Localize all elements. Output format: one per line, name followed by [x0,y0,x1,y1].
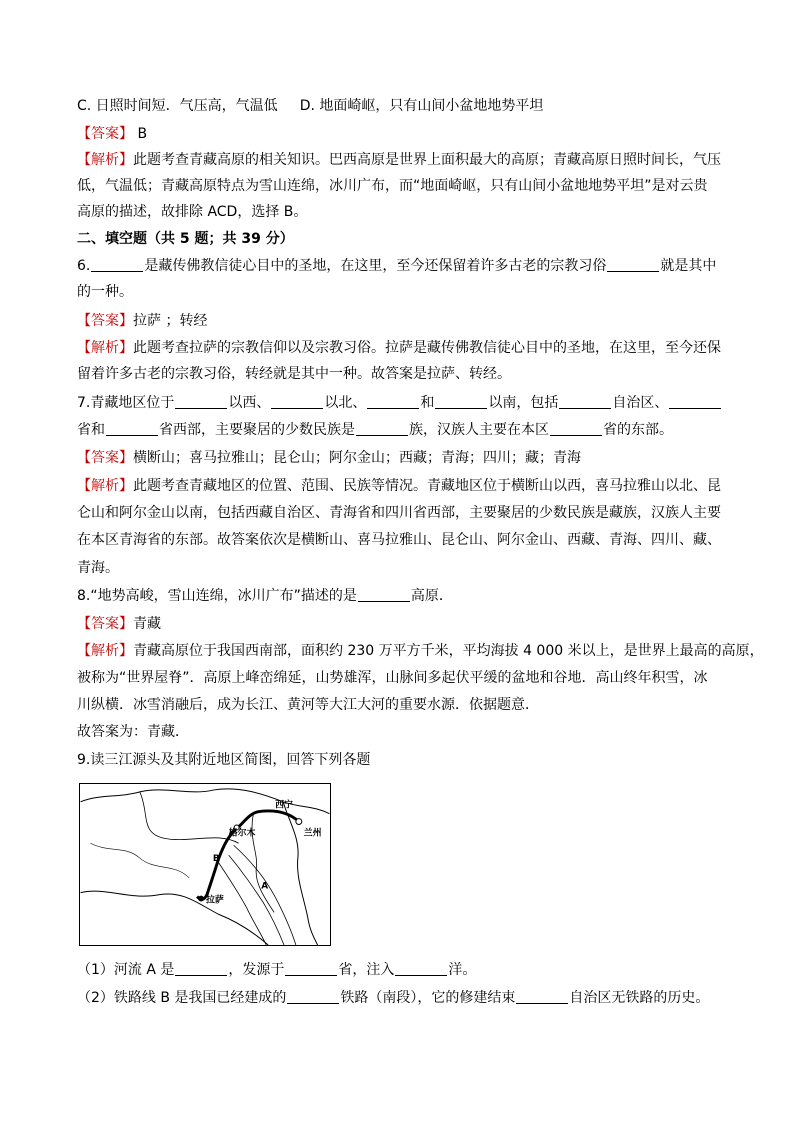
label-lasa: 拉萨 [205,895,224,906]
analysis-text: 此题考查青藏高原的相关知识。巴西高原是世界上面积最大的高原；青藏高原日照时间长，气压 [133,152,721,168]
q7-stem [77,393,722,413]
answer-text: 青藏 [133,616,161,632]
answer-tag: 【答案】 [77,126,133,142]
answer-tag: 【答案】 [77,313,133,329]
q9-sub1 [77,960,476,980]
label-b: B [212,854,220,865]
analysis-tag: 【解析】 [77,478,133,494]
analysis-tag: 【解析】 [77,643,133,659]
q6-analysis-line: 留着许多古老的宗教习俗，转经就是其中一种。故答案是拉萨、转经。 [77,366,511,382]
q8-analysis-line: 被称为“世界屋脊”．高原上峰峦绵延，山势雄浑，山脉间多起伏平缓的盆地和谷地．高山终年积雪，冰 [77,670,708,686]
q9-text: ，发源于 [228,962,285,978]
answer-tag: 【答案】 [77,450,133,466]
analysis-text: 此题考查青藏地区的位置、范围、民族等情况。青藏地区位于横断山以西，喜马拉雅山以北、昆 [133,478,721,494]
q6-stem [77,256,716,276]
q7-text: 以南，包括 [488,395,559,411]
q7-text: 7.青藏地区位于 [77,395,175,411]
q6-answer [77,311,207,331]
q9-text: 铁路（南段），它的修建结束 [340,990,516,1006]
analysis-tag: 【解析】 [77,340,133,356]
q7-text: 省和 [77,422,105,438]
border-line [81,891,269,945]
q6-text: 是藏传佛教信徒心目中的圣地，在这里，至今还保留着许多古老的宗教习俗 [144,258,607,274]
analysis-text: 青藏高原位于我国西南部，面积约 230 万平方千米，平均海拔 4 000 米以上，是世界上最高的高原， [133,643,764,659]
blank[interactable] [271,394,323,409]
q5-answer [77,124,147,144]
analysis-text: 此题考查拉萨的宗教信仰以及宗教习俗。拉萨是藏传佛教信徒心目中的圣地，在这里，至今还保 [133,340,721,356]
city-lasa-marker [199,896,204,901]
q8-answer [77,614,161,634]
q7-text: 和 [420,395,435,411]
blank[interactable] [91,257,143,272]
blank[interactable] [669,394,721,409]
q8-stem [77,586,453,606]
q8-analysis-line [77,641,764,661]
blank[interactable] [550,421,602,436]
answer-text: 拉萨 ；转经 [133,313,208,329]
q7-text: 自治区、 [612,395,669,411]
q6-analysis-line [77,338,721,358]
q7-text: 省西部，主要聚居的少数民族是 [159,422,355,438]
option-c: C. 日照时间短．气压高，气温低 [77,98,278,114]
q7-analysis-line: 青海。 [77,560,119,576]
q7-answer [77,448,581,468]
blank[interactable] [435,394,487,409]
answer-text: B [137,126,148,142]
blank[interactable] [175,394,227,409]
blank[interactable] [395,961,447,976]
label-a: A [261,881,269,892]
q5-options [77,96,543,116]
option-d: D. 地面崎岖，只有山间小盆地地势平坦 [299,98,544,114]
q5-analysis-line: 低，气温低；青藏高原特点为雪山连绵，冰川广布，而“地面崎岖，只有山间小盆地地势平坦”是对云贵 [77,178,708,194]
three-rivers-map [79,783,331,946]
section-title: 二、填空题（共 5 题；共 39 分） [77,231,294,247]
q5-analysis-line [77,150,721,170]
map-drawing [80,784,330,945]
q7-analysis-line [77,476,721,496]
river-line [219,863,269,945]
q8-text: 8.“地势高峻，雪山连绵，冰川广布”描述的是 [77,588,357,604]
q8-text: 高原． [410,588,453,604]
blank[interactable] [358,587,410,602]
q5-analysis-line: 高原的描述，故排除 ACD，选择 B。 [77,204,308,220]
blank[interactable] [516,989,568,1004]
q8-analysis-line: 川纵横．冰雪消融后，成为长江、黄河等大江大河的重要水源．依据题意． [77,697,539,713]
blank[interactable] [356,421,408,436]
blank[interactable] [285,961,337,976]
label-lanzhou: 兰州 [303,828,322,839]
answer-text: 横断山；喜马拉雅山；昆仑山；阿尔金山；西藏；青海；四川；藏；青海 [133,450,581,466]
answer-tag: 【答案】 [77,616,133,632]
q7-text: 省的东部。 [603,422,673,438]
q6-text: 就是其中 [660,258,717,274]
q7-stem-cont [77,420,673,440]
city-lanzhou-marker [296,819,302,825]
q6-number: 6. [77,258,91,274]
blank[interactable] [106,421,158,436]
q9-title: 9.读三江源头及其附近地区简图，回答下列各题 [77,752,371,768]
q9-sub2 [77,988,709,1008]
analysis-tag: 【解析】 [77,152,133,168]
blank[interactable] [607,257,659,272]
blank[interactable] [175,961,227,976]
q7-analysis-line: 在本区青海省的东部。故答案依次是横断山、喜马拉雅山、昆仑山、阿尔金山、西藏、青海、四川、藏、 [77,532,721,548]
q9-text: （2）铁路线 B 是我国已经建成的 [77,990,287,1006]
region-outline [90,843,189,878]
q7-analysis-line: 仑山和阿尔金山以南，包括西藏自治区、青海省和四川省西部，主要聚居的少数民族是藏族，汉族人主要 [77,505,721,521]
q9-text: 自治区无铁路的历史。 [569,990,710,1006]
q7-text: 族，汉族人主要在本区 [409,422,549,438]
q6-stem-cont: 的一种。 [77,284,133,300]
label-xining: 西宁 [275,800,293,811]
label-geermu: 格尔木 [228,828,256,839]
region-outline [140,792,239,843]
blank[interactable] [367,394,419,409]
river-line [234,845,296,945]
q9-text: 洋。 [448,962,477,978]
q7-text: 以北、 [324,395,367,411]
q8-analysis-line: 故答案为：青藏． [77,724,189,740]
q7-text: 以西、 [228,395,271,411]
blank[interactable] [559,394,611,409]
q9-text: （1）河流 A 是 [77,962,175,978]
q9-text: 省，注入 [338,962,395,978]
blank[interactable] [287,989,339,1004]
